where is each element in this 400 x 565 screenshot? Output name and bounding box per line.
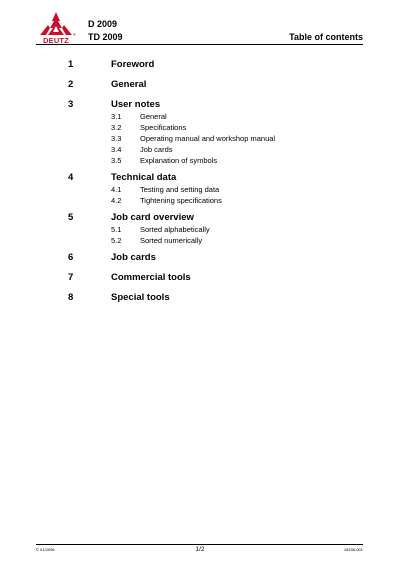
toc-subsection[interactable]: [0, 185, 400, 196]
toc-chapter[interactable]: [0, 292, 400, 310]
subsection-title: General: [140, 112, 167, 121]
chapter-number: 3: [68, 99, 74, 110]
subsection-number: 3.1: [111, 112, 122, 121]
subsection-title: Explanation of symbols: [140, 156, 218, 165]
model-line-1: D 2009: [88, 19, 118, 29]
chapter-title: Job cards: [111, 252, 156, 263]
toc-subsection[interactable]: [0, 112, 400, 123]
subsection-number: 4.1: [111, 185, 122, 194]
chapter-title: Foreword: [111, 59, 155, 70]
toc-subsection[interactable]: [0, 156, 400, 167]
header-divider: [36, 44, 363, 45]
toc-subsection[interactable]: [0, 196, 400, 207]
subsection-title: Sorted numerically: [140, 236, 203, 245]
logo-wordmark: DEUTZ: [43, 36, 69, 45]
toc-subsection[interactable]: [0, 236, 400, 247]
toc-subsection-list: [0, 185, 400, 207]
subsection-title: Tightening specifications: [140, 196, 222, 205]
toc-subsection-list: [0, 225, 400, 247]
document-code: 16336-001: [343, 547, 363, 552]
subsection-title: Testing and setting data: [140, 185, 220, 194]
subsection-title: Specifications: [140, 123, 187, 132]
subsection-number: 3.5: [111, 156, 122, 165]
subsection-title: Job cards: [140, 145, 173, 154]
chapter-title: Technical data: [111, 172, 177, 183]
model-line-2: TD 2009: [88, 32, 123, 42]
chapter-title: Job card overview: [111, 212, 194, 223]
chapter-number: 1: [68, 59, 74, 70]
toc-subsection[interactable]: [0, 123, 400, 134]
subsection-number: 4.2: [111, 196, 122, 205]
subsection-title: Operating manual and workshop manual: [140, 134, 276, 143]
chapter-number: 4: [68, 172, 74, 183]
toc-subsection-list: [0, 112, 400, 167]
table-of-contents: [0, 57, 400, 312]
toc-chapter[interactable]: [0, 59, 400, 77]
registered-mark: ®: [73, 32, 76, 37]
toc-subsection[interactable]: [0, 225, 400, 236]
subsection-number: 5.2: [111, 236, 122, 245]
chapter-title: Commercial tools: [111, 272, 191, 283]
chapter-number: 5: [68, 212, 74, 223]
toc-chapter[interactable]: [0, 79, 400, 97]
chapter-number: 7: [68, 272, 74, 283]
subsection-number: 3.2: [111, 123, 122, 132]
subsection-title: Sorted alphabetically: [140, 225, 210, 234]
chapter-title: Special tools: [111, 292, 170, 303]
deutz-flame-icon: [36, 11, 76, 37]
chapter-title: General: [111, 79, 147, 90]
subsection-number: 3.4: [111, 145, 122, 154]
toc-chapter[interactable]: [0, 272, 400, 290]
chapter-number: 2: [68, 79, 74, 90]
toc-chapter[interactable]: [0, 252, 400, 270]
subsection-number: 3.3: [111, 134, 122, 143]
deutz-logo: [36, 11, 76, 45]
chapter-number: 6: [68, 252, 74, 263]
chapter-title: User notes: [111, 99, 161, 110]
footer-divider: [36, 544, 363, 545]
toc-subsection[interactable]: [0, 134, 400, 145]
section-title: Table of contents: [289, 32, 363, 42]
toc-subsection[interactable]: [0, 145, 400, 156]
chapter-number: 8: [68, 292, 74, 303]
subsection-number: 5.1: [111, 225, 122, 234]
footer-date: © 01/2006: [36, 547, 55, 552]
page-number: 1/2: [195, 546, 205, 553]
